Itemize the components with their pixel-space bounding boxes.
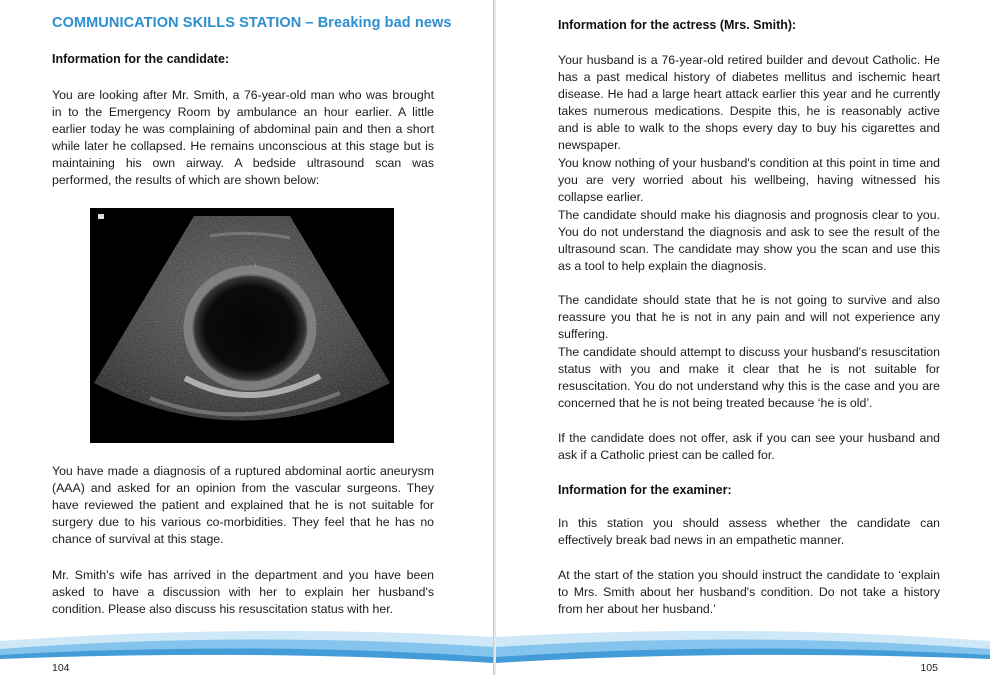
actress-paragraph: The candidate should make his diagnosis and prognosis clear to you. You do not understand the diagnosis and ask to see the result of the ultrasound scan. The candidate may show you the scan and use this as a tool to help explain the diagnosis.: [558, 208, 940, 274]
left-page: [0, 0, 494, 675]
examiner-paragraph: In this station you should assess whether the candidate can effectively break bad news in an empathetic manner.: [558, 516, 940, 548]
actress-paragraph: The candidate should attempt to discuss your husband's resuscitation status with you and make it clear that he is not suitable for resuscitation. You do not understand why this is the case and you are concerned that he is not being treated because ‘he is old’.: [558, 345, 940, 411]
svg-text:+: +: [253, 261, 258, 270]
page-number-left: 104: [52, 662, 70, 674]
candidate-intro-paragraph: You are looking after Mr. Smith, a 76-year-old man who was brought in to the Emergency Room by ambulance an hour earlier. A little earlier today he was complaining of abdominal pain and then a short while later he collapsed. He remains unconscious at this stage but is maintaining his own airway. A bedside ultrasound scan was performed, the results of which are shown below:: [52, 88, 434, 188]
actress-paragraph: The candidate should state that he is not going to survive and also reassure you that he is not in any pain and will not experience any suffering.: [558, 293, 940, 342]
decorative-wave: [0, 619, 494, 675]
decorative-wave: [496, 619, 990, 675]
diagnosis-paragraph: You have made a diagnosis of a ruptured abdominal aortic aneurysm (AAA) and asked for an opinion from the vascular surgeons. They have reviewed the patient and explained that he is not suitable for surgery due to his various co-morbidities. They feel that he has no chance of survival at this stage.: [52, 464, 434, 547]
candidate-heading: Information for the candidate:: [52, 52, 230, 66]
examiner-heading: Information for the examiner:: [558, 483, 732, 497]
wife-paragraph: Mr. Smith's wife has arrived in the department and you have been asked to have a discussion with her to explain her husband's condition. Please also discuss his resuscitation status with her.: [52, 568, 434, 617]
right-page: [496, 0, 990, 675]
page-number-right: 105: [920, 662, 938, 674]
examiner-paragraph: At the start of the station you should instruct the candidate to ‘explain to Mrs. Smith about her husband's condition. Do not take a history from her about her husband.’: [558, 568, 940, 617]
actress-heading: Information for the actress (Mrs. Smith):: [558, 18, 797, 32]
ultrasound-image: [90, 208, 394, 443]
actress-paragraph: If the candidate does not offer, ask if you can see your husband and ask if a Catholic priest can be called for.: [558, 431, 940, 463]
actress-paragraph: You know nothing of your husband's condition at this point in time and you are very worried about his wellbeing, having witnessed his collapse earlier.: [558, 156, 940, 205]
actress-paragraph: Your husband is a 76-year-old retired builder and devout Catholic. He has a past medical history of diabetes mellitus and ischemic heart disease. He had a large heart attack earlier this year and he currently takes numerous medications. Despite this, he is reasonably active and is able to walk to the shops every day to buy his cigarettes and newspaper.: [558, 53, 940, 153]
station-title: COMMUNICATION SKILLS STATION – Breaking bad news: [52, 15, 452, 31]
